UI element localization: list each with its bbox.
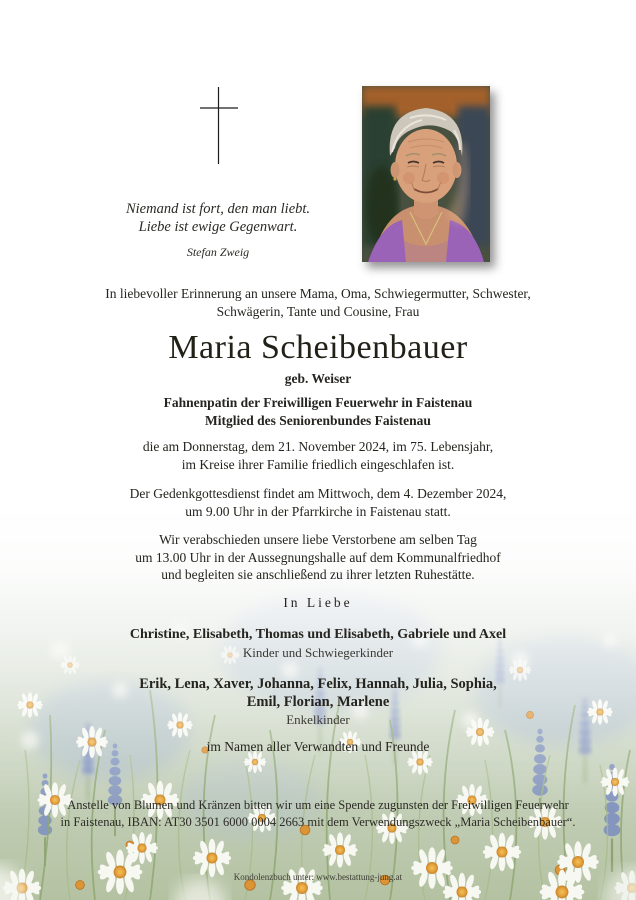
quote-line-1: Niemand ist fort, den man liebt.: [125, 201, 311, 217]
grandchildren-label: Enkelkinder: [286, 712, 350, 727]
children-label: Kinder und Schwiegerkinder: [242, 645, 394, 660]
grandchildren-names-2: Emil, Florian, Marlene: [246, 694, 390, 710]
donation-line-1: Anstelle von Blumen und Kränzen bitten wir um eine Spende zugunsten der Freiwilligen Feuerwehr: [67, 798, 569, 812]
honors-block: [0, 394, 636, 429]
children-names: Christine, Elisabeth, Thomas und Elisabeth, Gabriele und Axel: [129, 627, 507, 642]
intro-line-2: Schwägerin, Tante und Cousine, Frau: [216, 303, 420, 319]
deceased-name: Maria Scheibenbauer: [168, 329, 468, 366]
death-line-2: im Kreise ihrer Familie friedlich eingeschlafen ist.: [181, 456, 455, 472]
donation-line-2: in Faistenau, IBAN: AT30 3501 6000 0004 2663 mit dem Verwendungszweck „Maria Scheibenbauer“.: [60, 815, 576, 829]
service-block: [0, 485, 636, 520]
quote-block: [38, 200, 398, 260]
farewell-line-2: um 13.00 Uhr in der Aussegnungshalle auf dem Kommunalfriedhof: [135, 549, 501, 565]
quote-author: Stefan Zweig: [186, 245, 250, 259]
intro-line-1: In liebevoller Erinnerung an unsere Mama, Oma, Schwiegermutter, Schwester,: [105, 286, 531, 301]
intro-block: [0, 285, 636, 320]
service-line-2: um 9.00 Uhr in der Pfarrkirche in Faistenau statt.: [185, 503, 451, 519]
donation-block: [0, 797, 636, 831]
farewell-line-1: Wir verabschieden unsere liebe Verstorbene am selben Tag: [159, 532, 477, 547]
closing-line: im Namen aller Verwandten und Freunde: [206, 739, 430, 754]
grandchildren-block: [0, 675, 636, 728]
honor-line-2: Mitglied des Seniorenbundes Faistenau: [205, 412, 431, 428]
cross-icon: [199, 86, 239, 166]
birth-name: geb. Weiser: [284, 371, 352, 386]
farewell-line-3: und begleiten sie anschließend zu ihrer letzten Ruhestätte.: [161, 567, 475, 582]
quote-line-2: Liebe ist ewige Gegenwart.: [138, 219, 298, 235]
children-block: [0, 626, 636, 661]
death-notice-block: [0, 438, 636, 473]
grandchildren-names-1: Erik, Lena, Xaver, Johanna, Felix, Hannah, Julia, Sophia,: [139, 676, 497, 692]
condolence-footer: Kondolenzbuch unter: www.bestattung-jung.at: [233, 872, 403, 882]
in-love-heading: In Liebe: [283, 595, 353, 610]
death-line-1: die am Donnerstag, dem 21. November 2024, im 75. Lebensjahr,: [142, 439, 494, 454]
service-line-1: Der Gedenkgottesdienst findet am Mittwoch, dem 4. Dezember 2024,: [129, 486, 507, 501]
farewell-block: [0, 531, 636, 584]
honor-line-1: Fahnenpatin der Freiwilligen Feuerwehr in Faistenau: [163, 395, 473, 410]
